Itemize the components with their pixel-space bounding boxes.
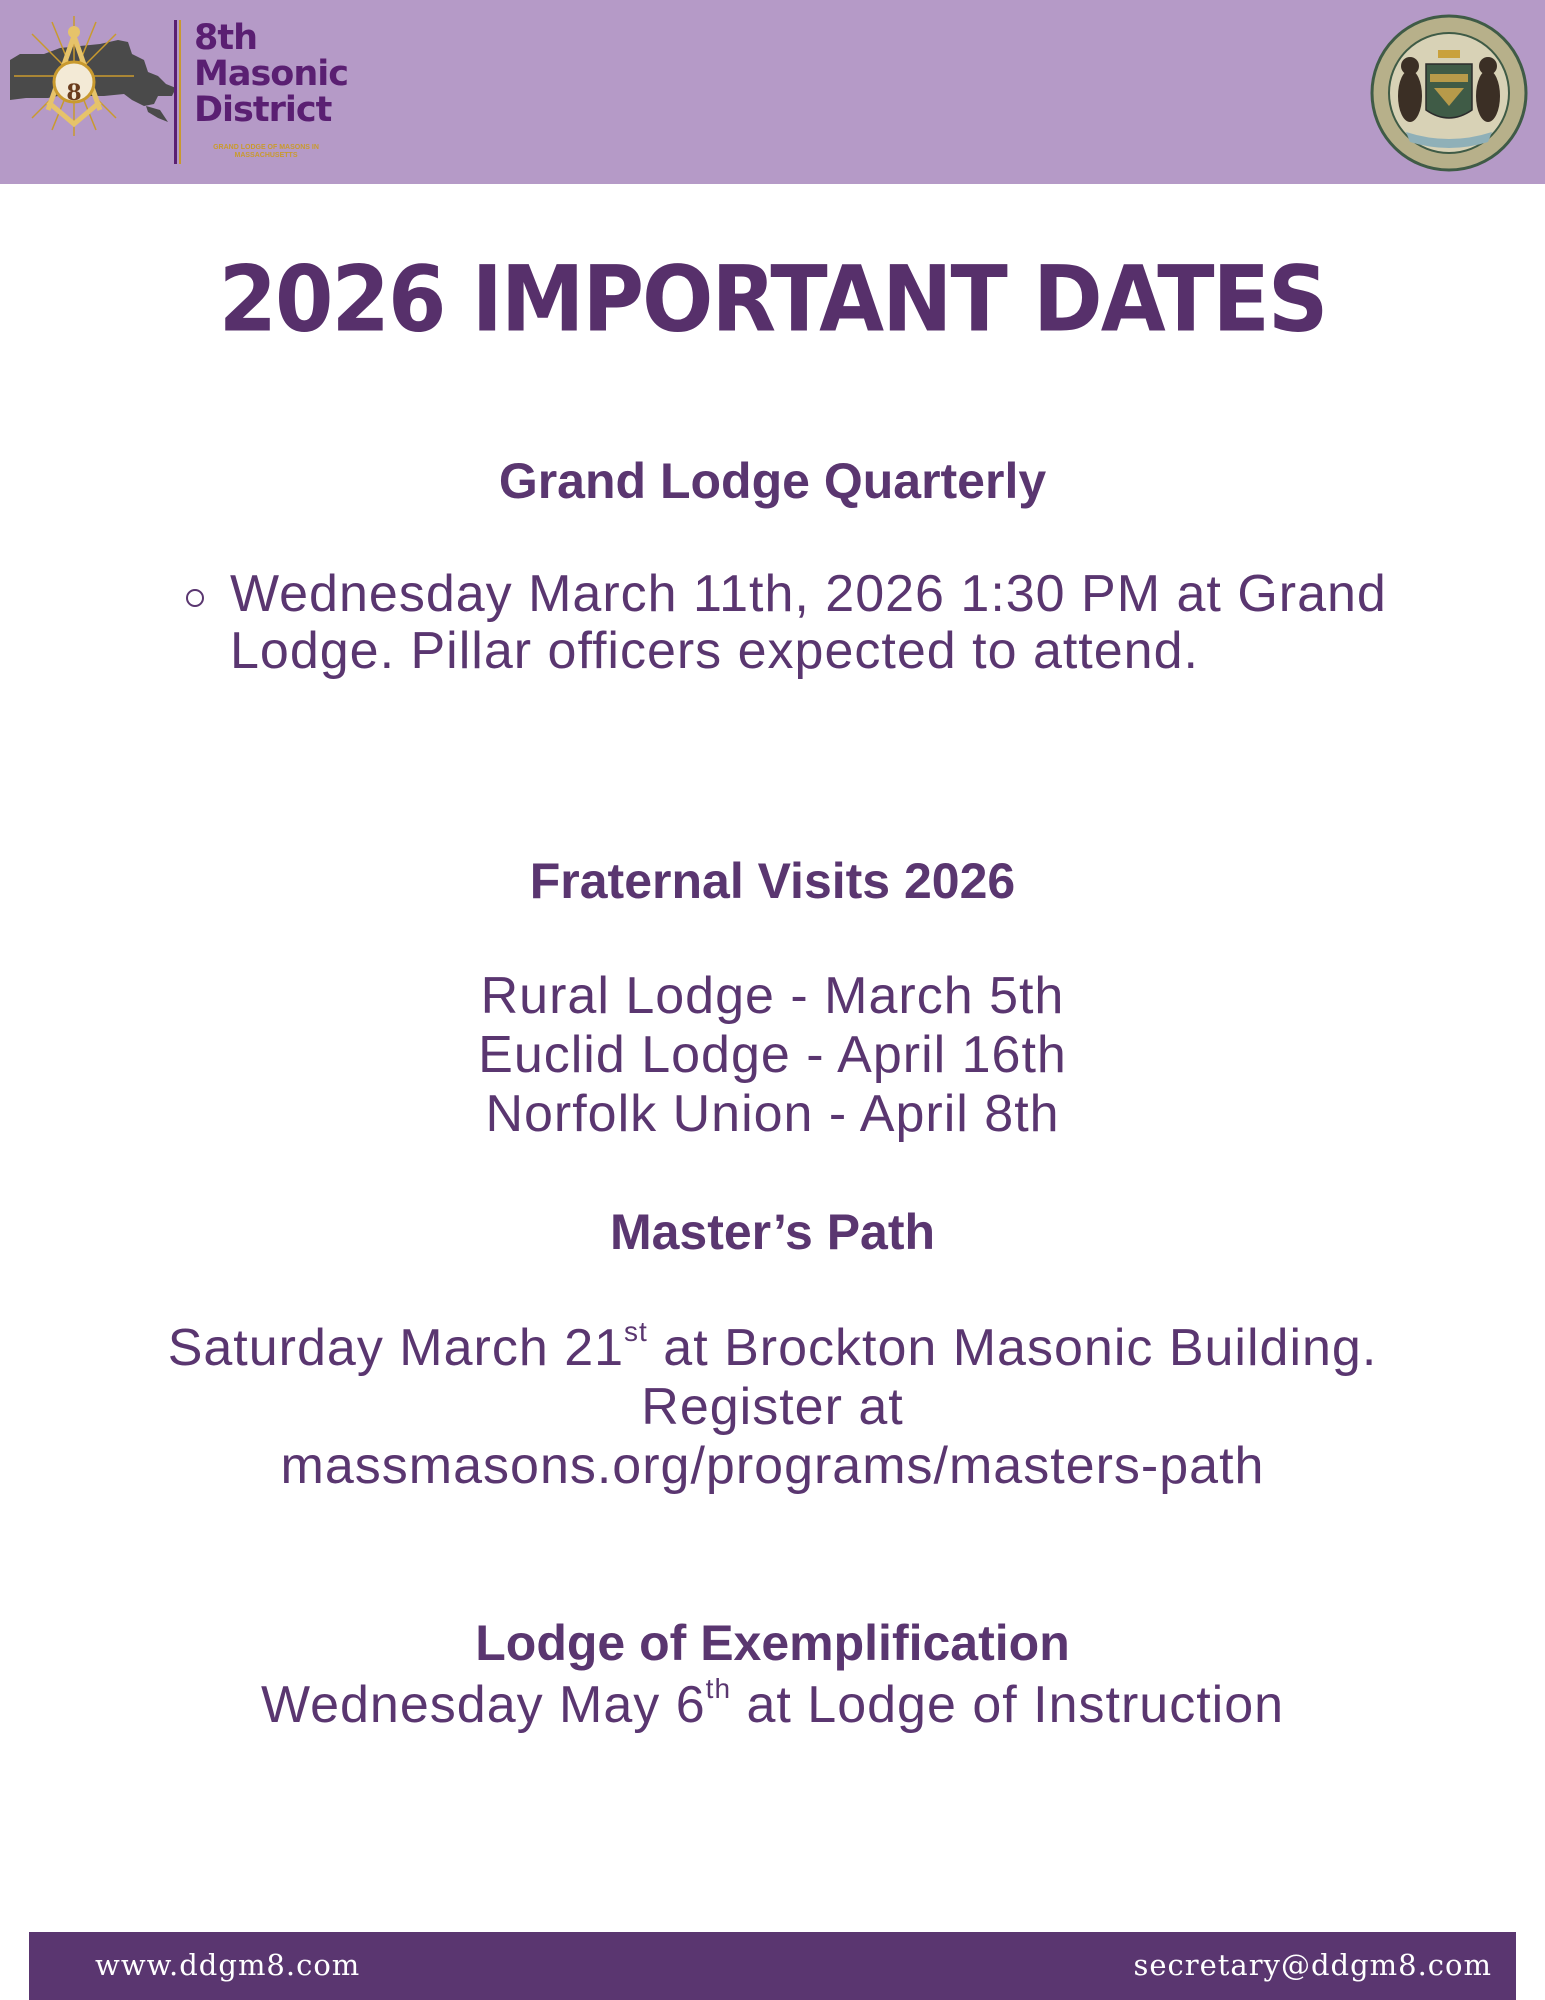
- quarterly-bullet-line-1: Wednesday March 11th, 2026 1:30 PM at Grand: [230, 565, 1387, 623]
- exemplification-date: Wednesday May 6: [260, 1676, 706, 1734]
- district-logo: [8, 14, 348, 166]
- footer-bar: [29, 1932, 1516, 2000]
- masters-path-line-1: [0, 1318, 1545, 1378]
- exemplification-heading: Lodge of Exemplification: [475, 1615, 1070, 1671]
- footer-email-link[interactable]: secretary@ddgm8.com: [1133, 1948, 1492, 1982]
- quarterly-heading: Grand Lodge Quarterly: [498, 453, 1047, 509]
- ordinal-suffix: st: [624, 1316, 648, 1347]
- quarterly-bullet-text: [230, 566, 1430, 680]
- grand-lodge-seal-icon: [1370, 14, 1528, 172]
- bullet-circle-icon: [186, 589, 204, 607]
- logo-wordmark: [194, 20, 348, 128]
- footer-website-link[interactable]: www.ddgm8.com: [95, 1948, 361, 1982]
- logo-divider-gold: [179, 20, 181, 164]
- masters-path-date: Saturday March 21: [167, 1319, 625, 1377]
- logo-subtitle: GRAND LODGE OF MASONS IN MASSACHUSETTS: [213, 144, 319, 159]
- visits-heading: Fraternal Visits 2026: [529, 853, 1016, 909]
- logo-line-3: District: [194, 90, 332, 130]
- logo-divider: [174, 20, 177, 164]
- visit-item-euclid: Euclid Lodge - April 16th: [478, 1026, 1067, 1084]
- visit-item-rural: Rural Lodge - March 5th: [480, 967, 1065, 1025]
- masters-path-location: at Brockton Masonic Building.: [647, 1319, 1378, 1377]
- logo-line-2: Masonic: [194, 54, 348, 94]
- masters-path-register-link[interactable]: massmasons.org/programs/masters-path: [280, 1437, 1265, 1495]
- exemplification-line: [0, 1675, 1545, 1735]
- logo-line-1: 8th: [194, 18, 258, 58]
- masters-path-line-2: Register at: [641, 1378, 904, 1436]
- exemplification-location: at Lodge of Instruction: [731, 1676, 1285, 1734]
- quarterly-bullet-line-2: Lodge. Pillar officers expected to attend.: [230, 622, 1199, 680]
- masters-path-heading: Master’s Path: [609, 1204, 936, 1260]
- visit-item-norfolk: Norfolk Union - April 8th: [485, 1085, 1060, 1143]
- emblem-number: 8: [66, 80, 82, 106]
- header-banner: [0, 0, 1545, 184]
- page-title: 2026 IMPORTANT DATES: [218, 246, 1327, 352]
- ordinal-suffix: th: [705, 1673, 732, 1704]
- massachusetts-map-icon: [8, 14, 178, 164]
